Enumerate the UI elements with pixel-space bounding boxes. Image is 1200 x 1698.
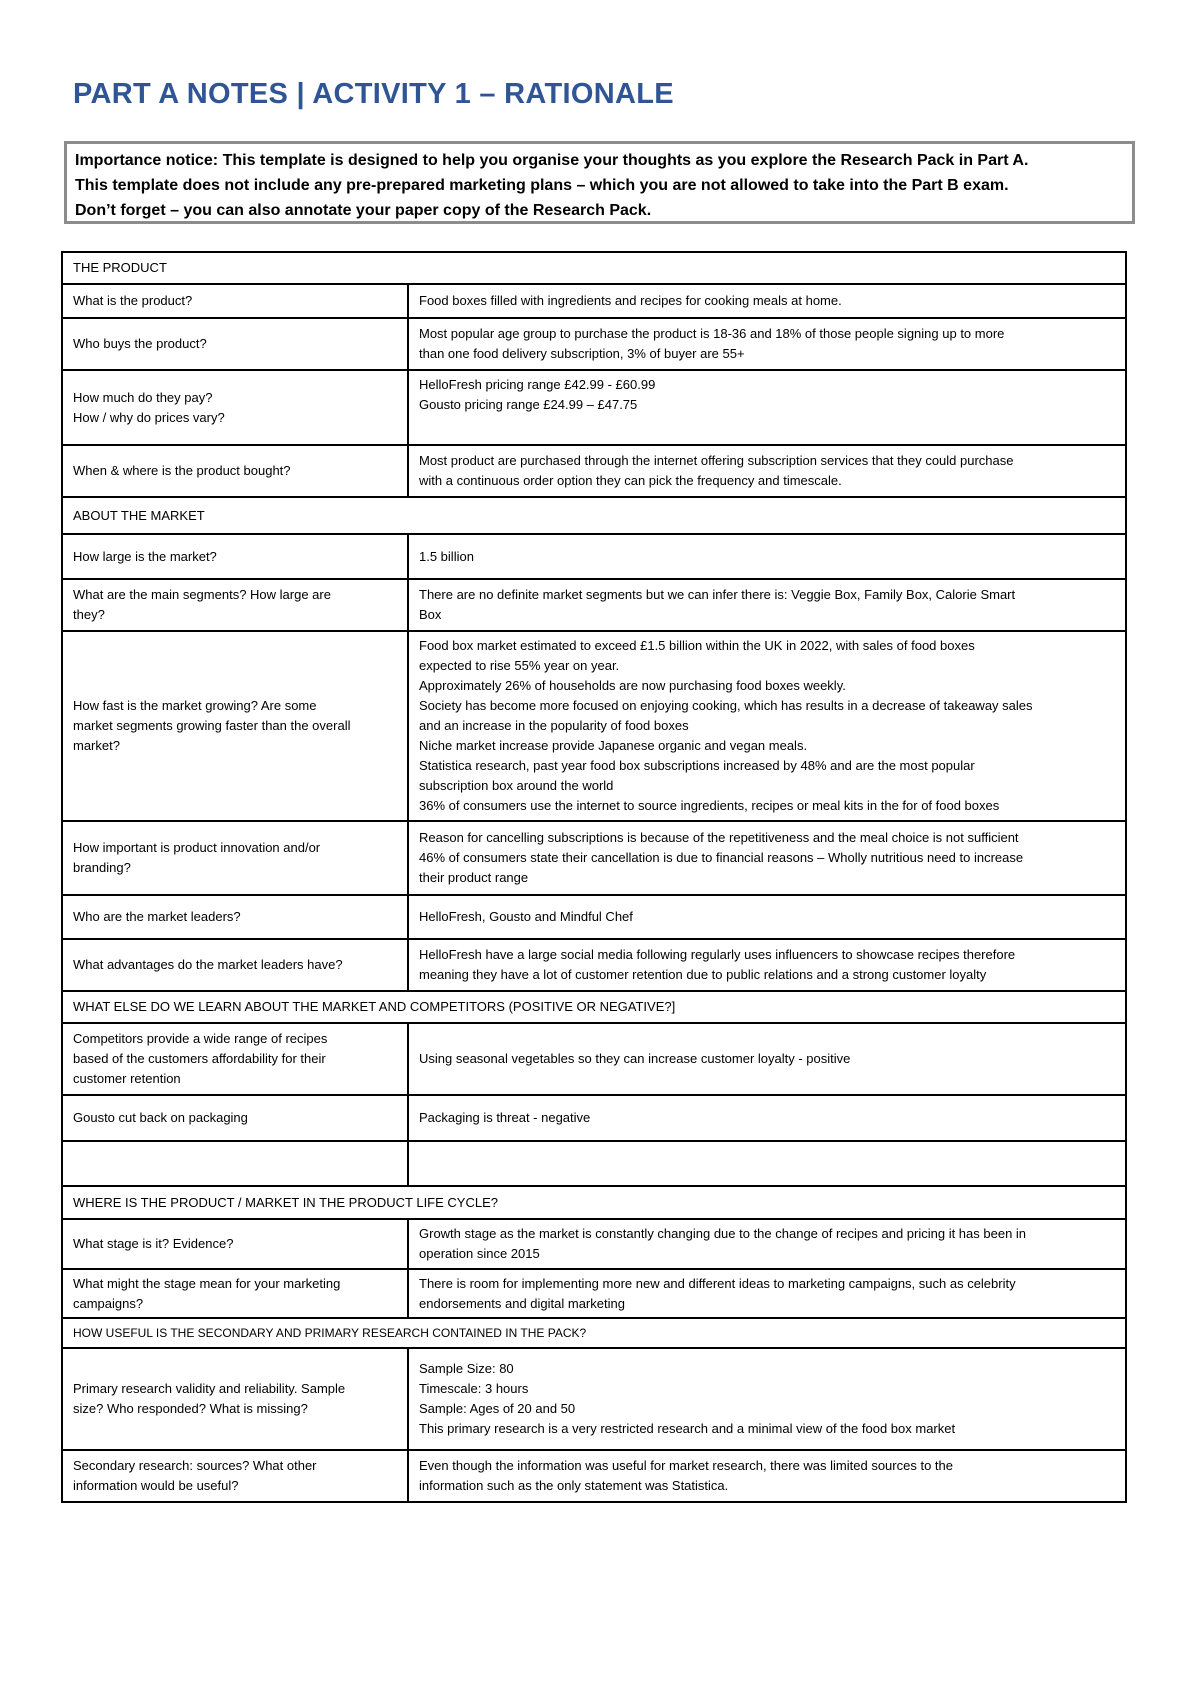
question-cell: Secondary research: sources? What other information would be useful?	[62, 1450, 408, 1502]
notice-line: This template does not include any pre-prepared marketing plans – which you are not allowed to take into the Part B exam.	[75, 177, 1009, 194]
table-row	[62, 1269, 1126, 1318]
question-cell: Who buys the product?	[62, 318, 408, 370]
table-row	[62, 1450, 1126, 1502]
answer-cell: Growth stage as the market is constantly changing due to the change of recipes and pricing it has been in operation since 2015	[408, 1219, 1126, 1269]
section-header: HOW USEFUL IS THE SECONDARY AND PRIMARY RESEARCH CONTAINED IN THE PACK?	[62, 1318, 1126, 1348]
table-row	[62, 631, 1126, 821]
answer-cell: There is room for implementing more new and different ideas to marketing campaigns, such as celebrity endorsements and digital marketing	[408, 1269, 1126, 1318]
table-row	[62, 534, 1126, 579]
question-cell: What is the product?	[62, 284, 408, 318]
table-row	[62, 370, 1126, 445]
question-cell: Competitors provide a wide range of recipes based of the customers affordability for their customer retention	[62, 1023, 408, 1095]
section-header: ABOUT THE MARKET	[62, 497, 1126, 534]
section-header: WHAT ELSE DO WE LEARN ABOUT THE MARKET AND COMPETITORS (POSITIVE OR NEGATIVE?]	[62, 991, 1126, 1023]
table-row	[62, 579, 1126, 631]
answer-cell: Reason for cancelling subscriptions is because of the repetitiveness and the meal choice is not sufficient 46% of consumers state their cancellation is due to financial reasons – Wholly nutritious need to increase their product range	[408, 821, 1126, 895]
question-cell: Gousto cut back on packaging	[62, 1095, 408, 1141]
rationale-table	[61, 251, 1127, 1503]
section-header: WHERE IS THE PRODUCT / MARKET IN THE PRODUCT LIFE CYCLE?	[62, 1186, 1126, 1219]
answer-cell: HelloFresh have a large social media following regularly uses influencers to showcase recipes therefore meaning they have a lot of customer retention due to public relations and a strong customer loyalty	[408, 939, 1126, 991]
answer-cell: Packaging is threat - negative	[408, 1095, 1126, 1141]
table-row	[62, 445, 1126, 497]
section-row-research	[62, 1318, 1126, 1348]
answer-cell: Using seasonal vegetables so they can increase customer loyalty - positive	[408, 1023, 1126, 1095]
question-cell: What advantages do the market leaders have?	[62, 939, 408, 991]
answer-cell: Most product are purchased through the internet offering subscription services that they could purchase with a continuous order option they can pick the frequency and timescale.	[408, 445, 1126, 497]
section-row-competitors	[62, 991, 1126, 1023]
section-header: THE PRODUCT	[62, 252, 1126, 284]
section-row-product	[62, 252, 1126, 284]
table-row	[62, 1023, 1126, 1095]
empty-cell	[408, 1141, 1126, 1186]
table-row	[62, 821, 1126, 895]
question-cell: What might the stage mean for your marketing campaigns?	[62, 1269, 408, 1318]
table-row	[62, 1348, 1126, 1450]
empty-cell	[62, 1141, 408, 1186]
answer-cell: Food boxes filled with ingredients and recipes for cooking meals at home.	[408, 284, 1126, 318]
table-row	[62, 939, 1126, 991]
answer-cell: HelloFresh, Gousto and Mindful Chef	[408, 895, 1126, 939]
answer-cell: HelloFresh pricing range £42.99 - £60.99 Gousto pricing range £24.99 – £47.75	[408, 370, 1126, 445]
answer-cell: Food box market estimated to exceed £1.5 billion within the UK in 2022, with sales of food boxes expected to rise 55% year on year. Approximately 26% of households are now purchasing food boxes weekly. Society has become more focused on enjoying cooking, which has results in a decrease of takeaway sales and an increase in the popularity of food boxes Niche market increase provide Japanese organic and vegan meals. Statistica research, past year food box subscriptions increased by 48% and are the most popular subscription box around the world 36% of consumers use the internet to source ingredients, recipes or meal kits in the for of food boxes	[408, 631, 1126, 821]
empty-row	[62, 1141, 1126, 1186]
table-row	[62, 1219, 1126, 1269]
answer-cell: Even though the information was useful for market research, there was limited sources to the information such as the only statement was Statistica.	[408, 1450, 1126, 1502]
question-cell: Primary research validity and reliability. Sample size? Who responded? What is missing?	[62, 1348, 408, 1450]
table-row	[62, 895, 1126, 939]
answer-cell: There are no definite market segments but we can infer there is: Veggie Box, Family Box, Calorie Smart Box	[408, 579, 1126, 631]
question-cell: How large is the market?	[62, 534, 408, 579]
question-cell: How important is product innovation and/or branding?	[62, 821, 408, 895]
question-cell: Who are the market leaders?	[62, 895, 408, 939]
table-row	[62, 284, 1126, 318]
table-row	[62, 318, 1126, 370]
table-row	[62, 1095, 1126, 1141]
section-row-market	[62, 497, 1126, 534]
page-title: PART A NOTES | ACTIVITY 1 – RATIONALE	[73, 78, 674, 110]
answer-cell: Most popular age group to purchase the product is 18-36 and 18% of those people signing up to more than one food delivery subscription, 3% of buyer are 55+	[408, 318, 1126, 370]
question-cell: When & where is the product bought?	[62, 445, 408, 497]
question-cell: How fast is the market growing? Are some market segments growing faster than the overall market?	[62, 631, 408, 821]
section-row-lifecycle	[62, 1186, 1126, 1219]
question-cell: What stage is it? Evidence?	[62, 1219, 408, 1269]
question-cell: How much do they pay? How / why do prices vary?	[62, 370, 408, 445]
answer-cell: Sample Size: 80 Timescale: 3 hours Sample: Ages of 20 and 50 This primary research is a very restricted research and a minimal view of the food box market	[408, 1348, 1126, 1450]
answer-cell: 1.5 billion	[408, 534, 1126, 579]
notice-line: Importance notice: This template is designed to help you organise your thoughts as you explore the Research Pack in Part A.	[75, 152, 1029, 169]
notice-line: Don’t forget – you can also annotate your paper copy of the Research Pack.	[75, 202, 652, 219]
importance-notice	[64, 141, 1135, 224]
question-cell: What are the main segments? How large are they?	[62, 579, 408, 631]
